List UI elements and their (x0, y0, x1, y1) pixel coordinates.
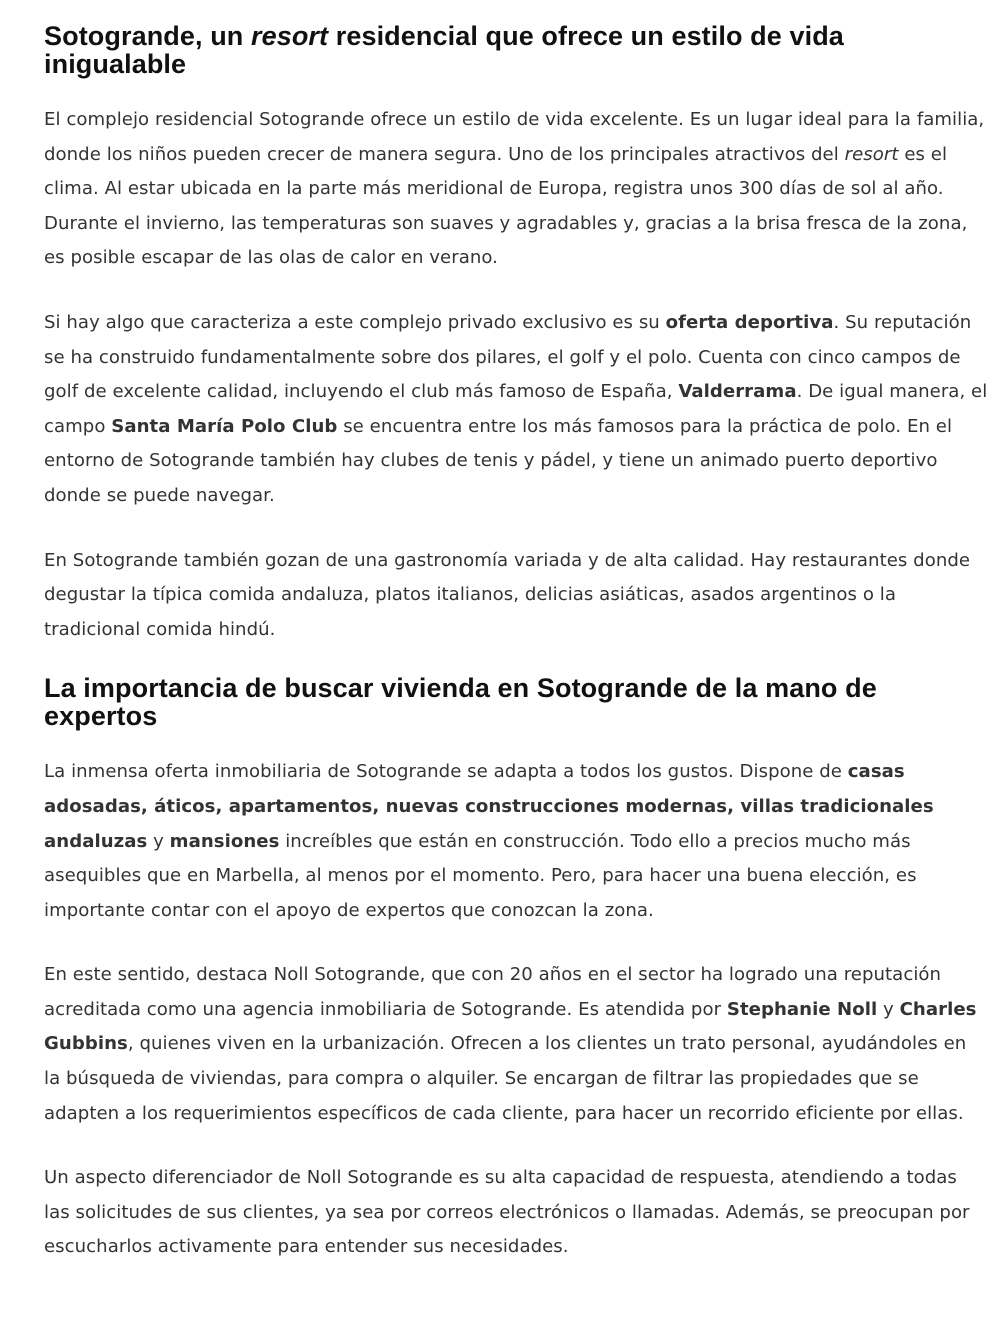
paragraph-text: es el clima. Al estar ubicada en la parte más meridional de Europa, registra unos 300 días de sol al año. Durante el invierno, las temperaturas son suaves y agradables y, gracias a la brisa fresca de la zona, es posible escapar de las olas de calor en verano. (44, 143, 968, 269)
heading-emphasis: resort (251, 21, 329, 51)
emphasis-text: resort (844, 143, 899, 165)
paragraph-lifestyle (44, 103, 988, 276)
paragraph-text: se encuentra entre los más famosos para la práctica de polo. En el entorno de Sotogrande también hay clubes de tenis y pádel, y tiene un animado puerto deportivo donde se puede navegar. (44, 415, 953, 506)
paragraph-noll (44, 958, 988, 1131)
heading-text: residencial que ofrece un estilo de vida inigualable (44, 21, 844, 79)
bold-text: Valderrama (678, 381, 797, 403)
section-heading-experts: La importancia de buscar vivienda en Sotogrande de la mano de expertos (44, 673, 877, 732)
paragraph-text: Un aspecto diferenciador de Noll Sotogrande es su alta capacidad de respuesta, atendiendo a todas las solicitudes de sus clientes, ya sea por correos electrónicos o llamadas. Además, se preocupan por escucharlos activamente para entender sus necesidades. (44, 1167, 970, 1258)
bold-text: casas adosadas, áticos, apartamentos, nuevas construcciones modernas, villas tradicionales andaluzas (44, 761, 934, 852)
paragraph-text: . De igual manera, el campo (44, 381, 988, 437)
paragraph-response (44, 1161, 988, 1265)
paragraph-text: En Sotogrande también gozan de una gastronomía variada y de alta calidad. Hay restaurantes donde degustar la típica comida andaluza, platos italianos, delicias asiáticas, asados argentinos o la tradicional comida hindú. (44, 549, 971, 640)
paragraph-text: increíbles que están en construcción. Todo ello a precios mucho más asequibles que en Marbella, al menos por el momento. Pero, para hacer una buena elección, es importante contar con el apoyo de expertos que conozcan la zona. (44, 830, 917, 921)
paragraph-text: En este sentido, destaca Noll Sotogrande, que con 20 años en el sector ha logrado una reputación acreditada como una agencia inmobiliaria de Sotogrande. Es atendida por (44, 964, 942, 1020)
paragraph-gastronomy (44, 544, 988, 648)
paragraph-sports (44, 306, 988, 514)
bold-text: Santa María Polo Club (111, 415, 338, 437)
section-heading-resort (44, 22, 988, 78)
paragraph-text: Si hay algo que caracteriza a este complejo privado exclusivo es su (44, 311, 666, 333)
paragraph-real-estate (44, 755, 988, 928)
paragraph-text: La inmensa oferta inmobiliaria de Sotogrande se adapta a todos los gustos. Dispone de (44, 761, 848, 783)
paragraph-text: y (877, 998, 900, 1020)
paragraph-text: . Su reputación se ha construido fundamentalmente sobre dos pilares, el golf y el polo. Cuenta con cinco campos de golf de excelente calidad, incluyendo el club más famoso de España, (44, 311, 972, 403)
bold-text: mansiones (169, 830, 280, 852)
bold-text: oferta deportiva (665, 311, 834, 333)
paragraph-text: , quienes viven en la urbanización. Ofrecen a los clientes un trato personal, ayudándoles en la búsqueda de viviendas, para compra o alquiler. Se encargan de filtrar las propiedades que se adapten a los requerimientos específicos de cada cliente, para hacer un recorrido eficiente por ellas. (44, 1033, 967, 1124)
bold-text: Charles Gubbins (44, 998, 977, 1055)
bold-text: Stephanie Noll (726, 998, 878, 1020)
article-body (44, 22, 988, 1265)
paragraph-text: El complejo residencial Sotogrande ofrece un estilo de vida excelente. Es un lugar ideal para la familia, donde los niños pueden crecer de manera segura. Uno de los principales atractivos del (44, 109, 985, 165)
paragraph-text: y (147, 830, 170, 852)
heading-text: Sotogrande, un (44, 21, 251, 51)
